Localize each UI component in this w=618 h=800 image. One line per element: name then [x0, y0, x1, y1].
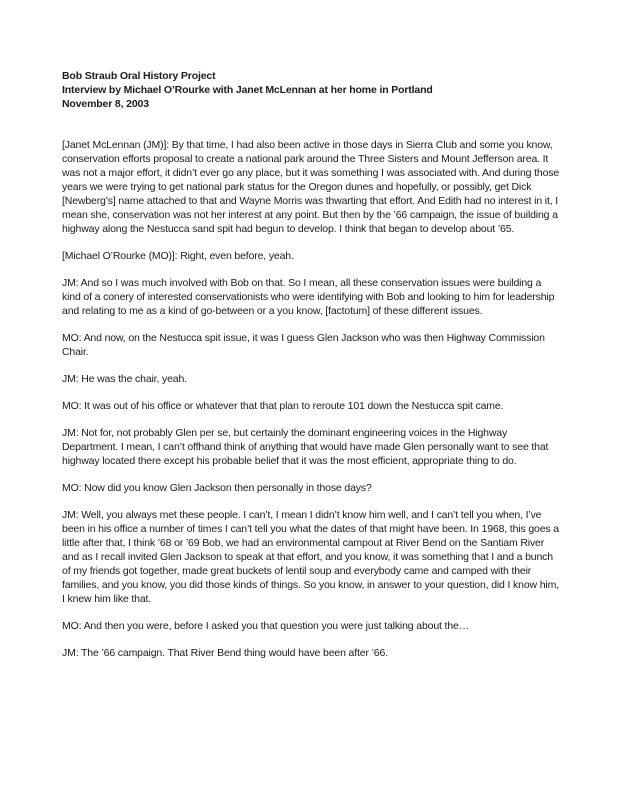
transcript-paragraph: JM: Not for, not probably Glen per se, but certainly the dominant engineering voices in the Highway Department. I mean, I can’t offhand think of anything that would have made Glen personally want to see that highway located there except his probable belief that it was the most efficient, appropriate thing to do.	[62, 427, 549, 467]
document-header	[62, 69, 561, 111]
transcript-paragraph: JM: He was the chair, yeah.	[62, 373, 187, 385]
transcript-paragraph: [Michael O’Rourke (MO)]: Right, even before, yeah.	[62, 250, 294, 262]
transcript-paragraph: JM: The ’66 campaign. That River Bend thing would have been after ’66.	[62, 647, 388, 659]
transcript-paragraph: MO: And then you were, before I asked you that question you were just talking about the…	[62, 620, 470, 632]
interview-date: November 8, 2003	[62, 98, 149, 110]
transcript-paragraph: MO: And now, on the Nestucca spit issue, it was I guess Glen Jackson who was then Highway Commission Chair.	[62, 332, 545, 358]
transcript-paragraph: MO: It was out of his office or whatever that that plan to reroute 101 down the Nestucca spit came.	[62, 400, 504, 412]
project-title: Bob Straub Oral History Project	[62, 70, 216, 82]
transcript-paragraph: JM: And so I was much involved with Bob on that. So I mean, all these conservation issues were building a kind of a conery of interested conservationists who were identifying with Bob and looking to him for leadership and relating to me as a kind of go-between or a you know, [factotum] of these different issues.	[62, 277, 555, 317]
transcript-paragraph: JM: Well, you always met these people. I can’t, I mean I didn’t know him well, and I can’t tell you when, I’ve been in his office a number of times I can’t tell you what the dates of that might have been. In 1968, this goes a little after that, I think ’68 or ’69 Bob, we had an environmental campout at River Bend on the Santiam River and as I recall invited Glen Jackson to speak at that effort, and you know, it was something that I and a bunch of my friends got together, made great buckets of lentil soup and everybody came and camped with their families, and you know, you did those kinds of things. So you know, in answer to your question, did I know him, I knew him like that.	[62, 509, 559, 605]
transcript-paragraph: MO: Now did you know Glen Jackson then personally in those days?	[62, 482, 372, 494]
transcript-body	[62, 138, 561, 660]
document-content	[62, 69, 561, 660]
interview-byline: Interview by Michael O’Rourke with Janet McLennan at her home in Portland	[62, 84, 433, 96]
transcript-paragraph: [Janet McLennan (JM)]: By that time, I had also been active in those days in Sierra Club and some you know, conservation efforts proposal to create a national park around the Three Sisters and Mount Jefferson area. It was not a major effort, it didn’t ever go any place, but it was something I was associated with. And during those years we were trying to get national park status for the Oregon dunes and hopefully, or possibly, get Dick [Newberg’s] name attached to that and Wayne Morris was thwarting that effort. And Edith had no interest in it, I mean she, conservation was not her interest at any point. But then by the ’66 campaign, the issue of building a highway along the Nestucca sand spit had begun to develop. I think that began to develop about ’65.	[62, 139, 560, 235]
